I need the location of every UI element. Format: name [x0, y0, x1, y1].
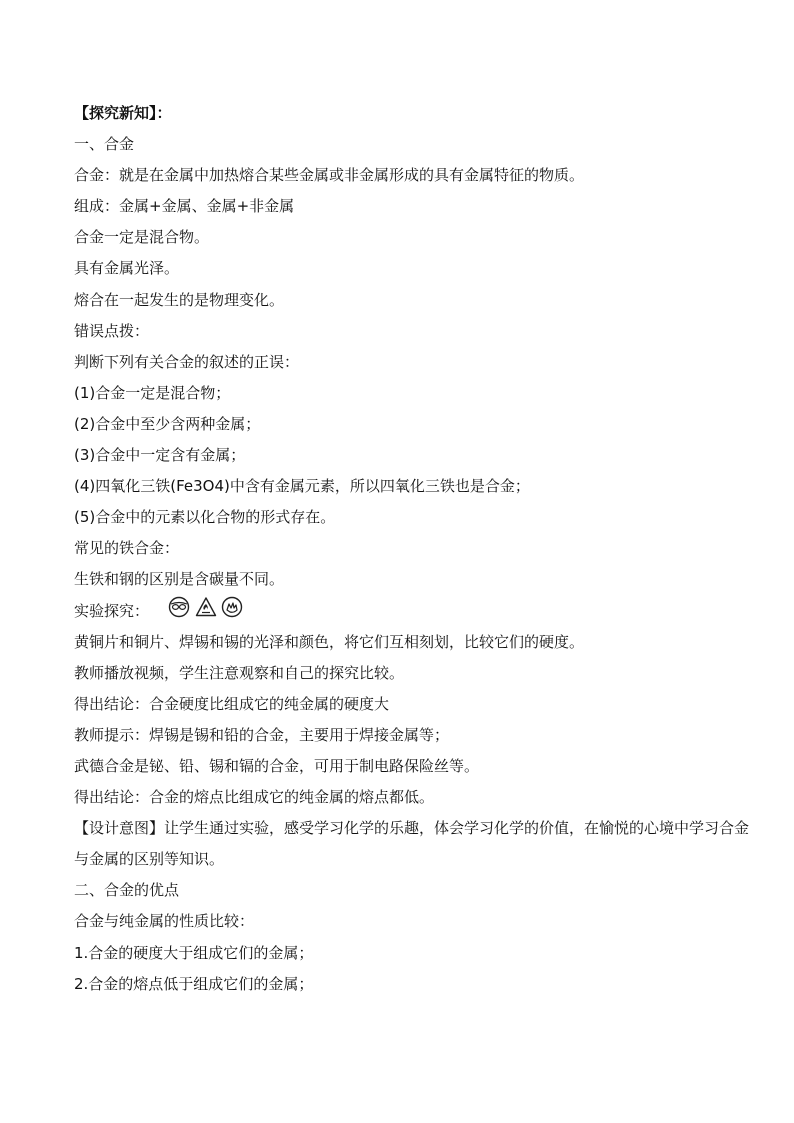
error-item-1: (1)合金一定是混合物； — [74, 383, 231, 402]
document-page — [74, 98, 754, 1000]
experiment-label: 实验探究： — [74, 601, 150, 620]
design-intent: 【设计意图】让学生通过实验，感受学习化学的乐趣，体会学习化学的价值，在愉悦的心境中学习合金与金属的区别等知识。 — [74, 819, 750, 869]
alloy-composition: 组成：金属+金属、金属+非金属 — [74, 197, 295, 216]
hand-wash-icon — [221, 596, 243, 618]
wood-alloy: 武德合金是铋、铅、锡和镉的合金，可用于制电路保险丝等。 — [74, 756, 480, 775]
error-item-3: (3)合金中一定含有金属； — [74, 446, 246, 465]
section2-title: 二、合金的优点 — [74, 881, 180, 900]
error-prompt: 判断下列有关合金的叙述的正误： — [74, 352, 300, 371]
safety-icons — [168, 592, 244, 623]
alloy-point-1: 合金一定是混合物。 — [74, 228, 210, 247]
goggles-icon — [168, 596, 190, 618]
advantage-item-2: 2.合金的熔点低于组成它们的金属； — [74, 974, 314, 993]
alloy-point-2: 具有金属光泽。 — [74, 259, 180, 278]
experiment-row — [74, 596, 754, 627]
alloy-point-3: 熔合在一起发生的是物理变化。 — [74, 290, 285, 309]
error-title: 错误点拨： — [74, 321, 150, 340]
iron-alloy-desc: 生铁和钢的区别是含碳量不同。 — [74, 570, 285, 589]
conclusion-2: 得出结论：合金的熔点比组成它的纯金属的熔点都低。 — [74, 788, 435, 807]
error-item-4: (4)四氧化三铁(Fe3O4)中含有金属元素，所以四氧化三铁也是合金； — [74, 477, 530, 496]
flame-warning-icon — [195, 596, 217, 618]
experiment-desc: 黄铜片和铜片、焊锡和锡的光泽和颜色，将它们互相刻划，比较它们的硬度。 — [74, 632, 585, 651]
compare-title: 合金与纯金属的性质比较： — [74, 912, 255, 931]
error-item-2: (2)合金中至少含两种金属； — [74, 414, 261, 433]
teacher-hint: 教师提示：焊锡是锡和铅的合金，主要用于焊接金属等； — [74, 725, 450, 744]
conclusion-1: 得出结论：合金硬度比组成它的纯金属的硬度大 — [74, 694, 390, 713]
teacher-video: 教师播放视频，学生注意观察和自己的探究比较。 — [74, 663, 405, 682]
alloy-definition: 合金：就是在金属中加热熔合某些金属或非金属形成的具有金属特征的物质。 — [74, 166, 585, 185]
section1-title: 一、合金 — [74, 135, 135, 154]
advantage-item-1: 1.合金的硬度大于组成它们的金属； — [74, 943, 314, 962]
iron-alloy-title: 常见的铁合金： — [74, 539, 180, 558]
section-heading: 【探究新知】： — [74, 104, 172, 122]
error-item-5: (5)合金中的元素以化合物的形式存在。 — [74, 508, 336, 527]
